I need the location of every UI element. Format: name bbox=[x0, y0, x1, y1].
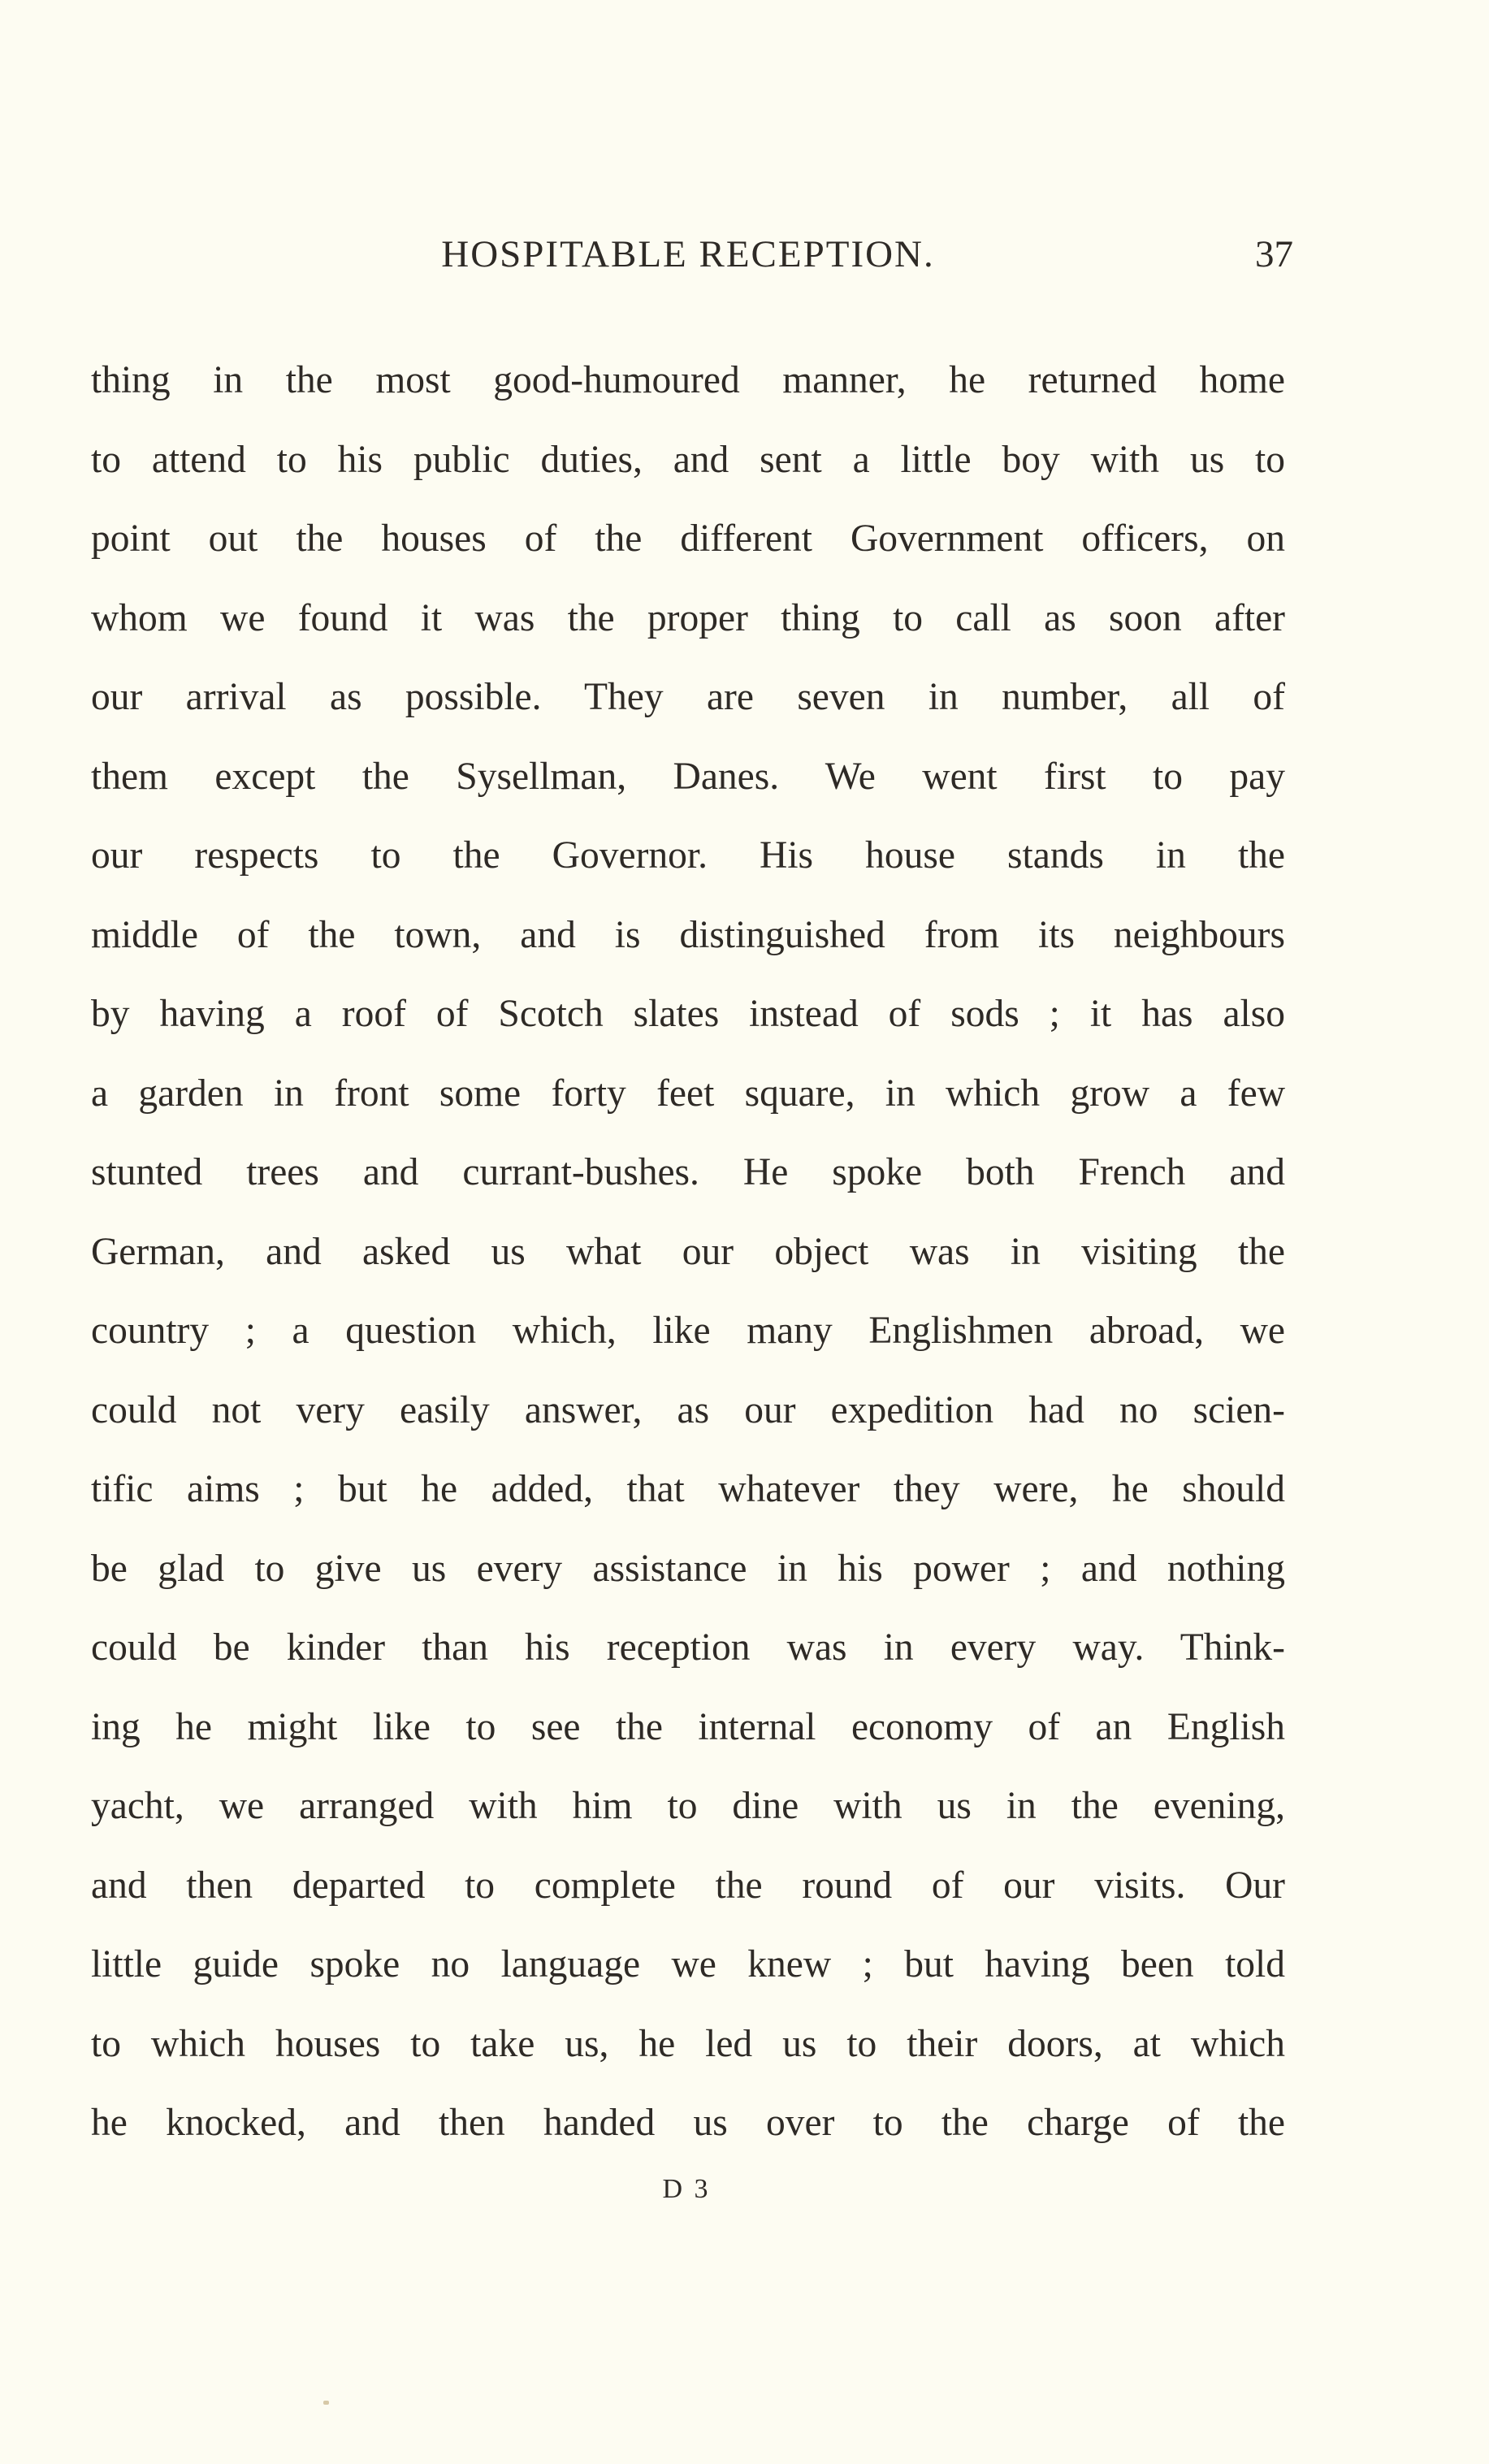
text-line: middle of the town, and is distinguished from its neighbours bbox=[91, 913, 1285, 956]
text-line: our respects to the Governor. His house stands in the bbox=[91, 834, 1285, 877]
text-line: by having a roof of Scotch slates instead of sods ; it has also bbox=[91, 993, 1285, 1035]
text-line: country ; a question which, like many Englishmen abroad, we bbox=[91, 1310, 1285, 1352]
text-line: little guide spoke no language we knew ; but having been told bbox=[91, 1943, 1285, 1985]
text-line: he knocked, and then handed us over to the charge of the bbox=[91, 2102, 1285, 2144]
text-line: ing he might like to see the internal economy of an English bbox=[91, 1705, 1285, 1748]
text-line: German, and asked us what our object was in visiting the bbox=[91, 1230, 1285, 1273]
text-line: tific aims ; but he added, that whatever they were, he should bbox=[91, 1468, 1285, 1510]
text-line: to which houses to take us, he led us to their doors, at which bbox=[91, 2022, 1285, 2065]
text-line: our arrival as possible. They are seven in number, all of bbox=[91, 676, 1285, 718]
text-line: stunted trees and currant-bushes. He spoke both French and bbox=[91, 1151, 1285, 1193]
text-line: to attend to his public duties, and sent a little boy with us to bbox=[91, 438, 1285, 481]
text-line: whom we found it was the proper thing to call as soon after bbox=[91, 596, 1285, 639]
paper-speck bbox=[323, 2401, 329, 2405]
text-line: thing in the most good-humoured manner, he returned home bbox=[91, 359, 1285, 401]
text-line: yacht, we arranged with him to dine with us in the evening, bbox=[91, 1785, 1285, 1827]
text-line: could be kinder than his reception was in every way. Think- bbox=[91, 1626, 1285, 1669]
text-line: point out the houses of the different Government officers, on bbox=[91, 517, 1285, 560]
text-line: could not very easily answer, as our expedition had no scien- bbox=[91, 1388, 1285, 1431]
signature-mark: D 3 bbox=[662, 2174, 711, 2204]
text-line: and then departed to complete the round of our visits. Our bbox=[91, 1864, 1285, 1907]
page-number: 37 bbox=[1255, 233, 1293, 275]
text-line: a garden in front some forty feet square, in which grow a few bbox=[91, 1072, 1285, 1115]
running-title: HOSPITABLE RECEPTION. bbox=[441, 233, 935, 275]
running-head bbox=[91, 226, 1293, 283]
text-line: be glad to give us every assistance in his power ; and nothing bbox=[91, 1547, 1285, 1590]
body-text bbox=[91, 341, 1285, 2163]
text-line: them except the Sysellman, Danes. We went first to pay bbox=[91, 755, 1285, 798]
